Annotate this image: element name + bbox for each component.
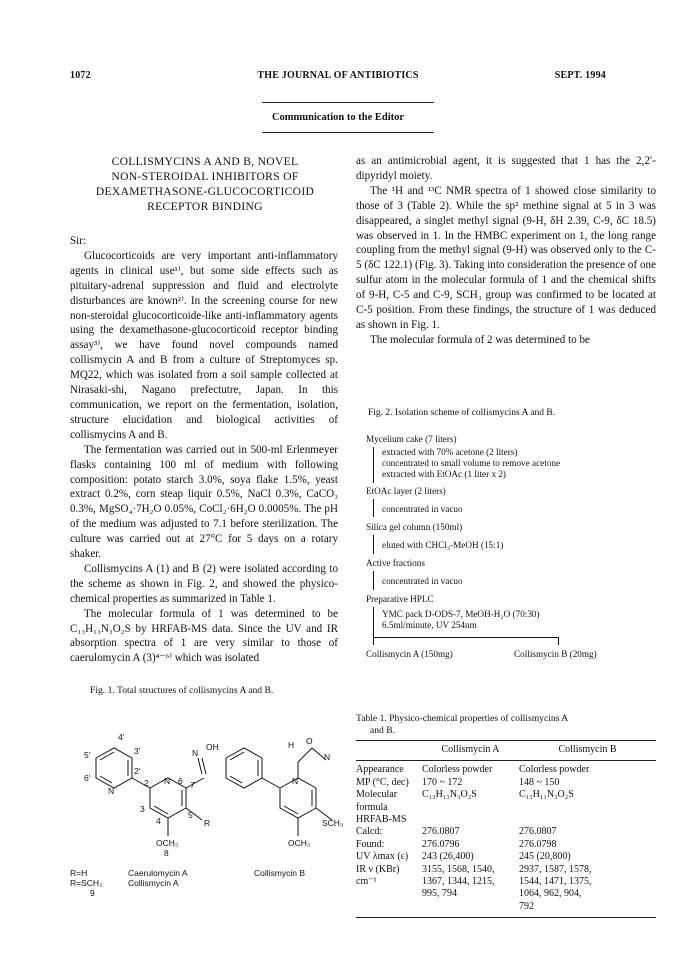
atom-label: 4 <box>156 816 161 826</box>
table1-caption <box>356 713 568 737</box>
scheme-node: Mycelium cake (7 liters) <box>366 434 457 444</box>
table-row <box>356 901 656 913</box>
cell-a <box>422 901 519 913</box>
pyridine-ring-b <box>226 748 262 788</box>
scheme-split-line <box>373 637 559 638</box>
legend-r-h: R=H <box>70 868 88 878</box>
scheme-step: 6.5ml/minute, UV 254nm <box>382 620 477 630</box>
paragraph: The ¹H and ¹³C NMR spectra of 1 showed close similarity to those of 3 (Table 2). While the sp² methine signal at 5 in 3 was disappeared, a singlet methyl signal (9-H, δH 2.39, C-9, δC 18.5) was observed in 1. In the HMBC experiment on 1, the long range coupling from the methyl signal (9-H) was observed only to the C-5 (δC 122.1) (Fig. 3). Taking into consideration the presence of one sulfur atom in the molecular formula of 1 and the chemical shifts of 9-H, C-5 and C-9, SCH₃ group was confirmed to be located at C-5 position. From these findings, the structure of 1 was deduced as shown in Fig. 1. <box>356 184 656 331</box>
atom-label: 2′ <box>134 766 141 776</box>
issue-date: SEPT. 1994 <box>554 70 606 81</box>
atom-label: 3 <box>140 804 145 814</box>
atom-label: N <box>164 776 171 786</box>
cell-a: 1367, 1344, 1215, <box>422 876 495 888</box>
cell-a: 243 (26,400) <box>422 851 474 863</box>
table-row <box>356 826 656 838</box>
atom-label: H <box>288 740 295 750</box>
atom-label: 8 <box>164 848 169 858</box>
cell-b: 245 (20,800) <box>519 851 571 863</box>
atom-label: 3′ <box>134 746 141 756</box>
cell-a: 276.0796 <box>422 838 460 850</box>
title-line: NON-STEROIDAL INHIBITORS OF <box>111 170 299 183</box>
product-b: Collismycin B (20mg) <box>514 649 597 659</box>
scheme-node: EtOAc layer (2 liters) <box>366 486 446 496</box>
journal-title: THE JOURNAL OF ANTIBIOTICS <box>257 70 419 81</box>
atom-label: OCH₃ <box>156 838 179 848</box>
cell-b: 1544, 1471, 1375, <box>519 876 592 888</box>
atom-label: 5 <box>188 810 193 820</box>
article-title <box>80 154 330 214</box>
atom-label: 7 <box>190 780 195 790</box>
cell-b: 2937, 1587, 1578, <box>519 863 592 875</box>
fig1-caption: Fig. 1. Total structures of collismycins A and B. <box>90 685 274 696</box>
scheme-node: Preparative HPLC <box>366 594 434 604</box>
title-line: DEXAMETHASONE-GLUCOCORTICOID <box>95 185 315 198</box>
atom-label: OCH₃ <box>288 838 311 848</box>
row-label: MP (°C, dec) <box>356 776 409 788</box>
cell-b: 1064, 962, 904, <box>519 888 582 900</box>
cell-b: C₁₃H₁₁N₃O₂S <box>519 789 574 801</box>
table-row <box>356 851 656 863</box>
paragraph: The molecular formula of 1 was determined to be C₁₃H₁₃N₃O₂S by HRFAB-MS data. Since the UV and IR absorption spectra of 1 are very similar to those of caerulomycin A (3)⁴⁻⁶⁾ which was isolated <box>70 607 338 665</box>
scheme-arrow <box>373 499 374 517</box>
row-label: Molecular <box>356 789 398 801</box>
page-number: 1072 <box>70 70 91 81</box>
legend-9: 9 <box>90 888 95 898</box>
row-label <box>356 888 422 900</box>
scheme-arrow <box>373 571 374 590</box>
row-label: HRFAB-MS <box>356 814 407 826</box>
compound-name: Caerulomycin A <box>128 868 188 878</box>
scheme-step: extracted with 70% acetone (2 liters) <box>382 447 518 457</box>
compound-name: Collismycin B <box>254 868 306 878</box>
salutation: Sir: <box>70 235 87 247</box>
row-label <box>356 901 422 913</box>
table-row <box>356 814 656 826</box>
paragraph: Glucocorticoids are very important anti-inflammatory agents in clinical use¹⁾, but some side effects such as pituitary-adrenal suppression and fluid and electrolyte disturbances are known²⁾. In the screening course for new non-steroidal glucocorticoide-like anti-inflammatory agents using the dexamethasone-glucocorticoid receptor binding assay³⁾, we have found novel compounds named collismycin A and B from a culture of Streptomyces sp. MQ22, which was isolated from a soil sample collected at Nirasaki-shi, Nagano prefectutre, Japan. In this communication, we report on the fermentation, isolation, structure elucidation and biological activities of collismycins A and B. <box>70 249 338 441</box>
section-label: Communication to the Editor <box>271 112 405 123</box>
row-label: UV λmax (ε) <box>356 851 409 863</box>
scheme-arrow <box>373 535 374 554</box>
cell-a <box>422 814 519 826</box>
scheme-split-tick <box>373 637 374 645</box>
table-row <box>356 802 656 814</box>
scheme-split-tick <box>558 637 559 645</box>
paragraph: Collismycins A (1) and B (2) were isolated according to the scheme as shown in Fig. 2, and showed the physico-chemical properties as summarized in Table 1. <box>70 562 338 605</box>
fig2-caption: Fig. 2. Isolation scheme of collismycins A and B. <box>368 408 556 418</box>
left-column <box>70 234 338 666</box>
table-row <box>356 839 656 851</box>
paragraph: as an antimicrobial agent, it is suggested that 1 has the 2,2′-dipyridyl moiety. <box>356 155 656 182</box>
atom-label: OH <box>206 742 219 752</box>
caption-line: and B. <box>370 725 396 736</box>
cell-b <box>519 802 656 814</box>
cell-a: 276.0807 <box>422 826 460 838</box>
scheme-node: Active fractions <box>366 558 425 568</box>
right-column <box>356 154 656 348</box>
caption-line: Table 1. Physico-chemical properties of collismycins A <box>356 713 569 724</box>
product-a: Collismycin A (150mg) <box>366 649 453 659</box>
table-header-row <box>356 741 656 761</box>
row-label: Calcd: <box>356 826 383 838</box>
cell-b: 276.0807 <box>519 826 557 838</box>
cell-a: C₁₃H₁₃N₃O₂S <box>422 789 477 801</box>
scheme-step: extracted with EtOAc (1 liter x 2) <box>382 469 506 479</box>
title-line: RECEPTOR BINDING <box>147 200 263 213</box>
col-header-b: Collismycin B <box>558 744 617 755</box>
chemical-structures <box>66 718 356 948</box>
cell-b: 148 ~ 150 <box>519 776 560 788</box>
atom-label: N <box>292 776 299 786</box>
paragraph: The molecular formula of 2 was determined to be <box>370 333 590 346</box>
atom-label: 6′ <box>84 773 91 783</box>
cell-b: 276.0798 <box>519 838 557 850</box>
compound-name: Collismycin A <box>128 878 179 888</box>
cell-a <box>422 802 519 814</box>
scheme-step: YMC pack D-ODS-7, MeOH-H₂O (70:30) <box>382 609 540 619</box>
cell-a: 170 ~ 172 <box>422 776 463 788</box>
row-label: IR ν (KBr) <box>356 863 400 875</box>
atom-label: O <box>306 736 313 746</box>
atom-label: 2 <box>144 778 149 788</box>
bottom-rule <box>262 132 434 133</box>
structures-svg <box>66 718 356 948</box>
table-row <box>356 777 656 789</box>
scheme-step: concentrated to small volume to remove acetone <box>382 458 561 468</box>
col-header-a: Collismycin A <box>441 744 500 755</box>
atom-label: 5′ <box>84 750 91 760</box>
scheme-arrow <box>373 607 374 637</box>
pyridine-ring <box>96 748 132 788</box>
atom-label: N <box>324 752 331 762</box>
paragraph: The fermentation was carried out in 500-ml Erlenmeyer flasks containing 100 ml of medium with following composition: potato starch 3.0%, soya flake 1.5%, yeast extract 0.2%, corn steap liquir 0.5%, NaCl 0.3%, CaCO₃ 0.3%, MgSO₄·7H₂O 0.05%, CoCl₂·6H₂O 0.0005%. The pH of the medium was adjusted to 7.1 before sterilization. The culture was carried out at 27°C for 5 days on a rotary shaker. <box>70 443 338 561</box>
row-label: Found: <box>356 838 385 850</box>
row-label: cm⁻¹ <box>356 876 377 888</box>
atom-label: 4′ <box>118 732 125 742</box>
cell-b <box>519 814 656 826</box>
title-line: COLLISMYCINS A AND B, NOVEL <box>111 155 299 168</box>
scheme-step: concentrated in vacuo <box>382 504 463 514</box>
cell-b: Colorless powder <box>519 764 590 776</box>
table1 <box>356 740 656 918</box>
atom-label: 6 <box>178 776 183 786</box>
cell-a: 995, 794 <box>422 888 457 900</box>
top-rule <box>262 102 434 103</box>
row-label: Appearance <box>356 764 404 776</box>
cell-a: 3155, 1568, 1540, <box>422 863 495 875</box>
table-row <box>356 864 656 876</box>
atom-label: SCH₃ <box>322 818 344 828</box>
table-row <box>356 888 656 900</box>
cell-b: 792 <box>519 900 534 912</box>
table-row <box>356 876 656 888</box>
atom-label: R <box>204 818 211 828</box>
table-row <box>356 761 656 777</box>
table-row <box>356 789 656 801</box>
scheme-step: concentrated in vacuo <box>382 576 463 586</box>
scheme-step: eluted with CHCl₃-MeOH (15:1) <box>382 540 504 550</box>
scheme-node: Silica gel column (150ml) <box>366 522 463 532</box>
legend-r-sch3: R=SCH₃ <box>70 878 103 888</box>
scheme-arrow <box>373 447 374 483</box>
table-bottom-rule <box>356 917 656 918</box>
row-label: formula <box>356 801 388 813</box>
atom-label: N <box>192 748 199 758</box>
cell-a: Colorless powder <box>422 764 493 776</box>
atom-label: N <box>108 786 115 796</box>
